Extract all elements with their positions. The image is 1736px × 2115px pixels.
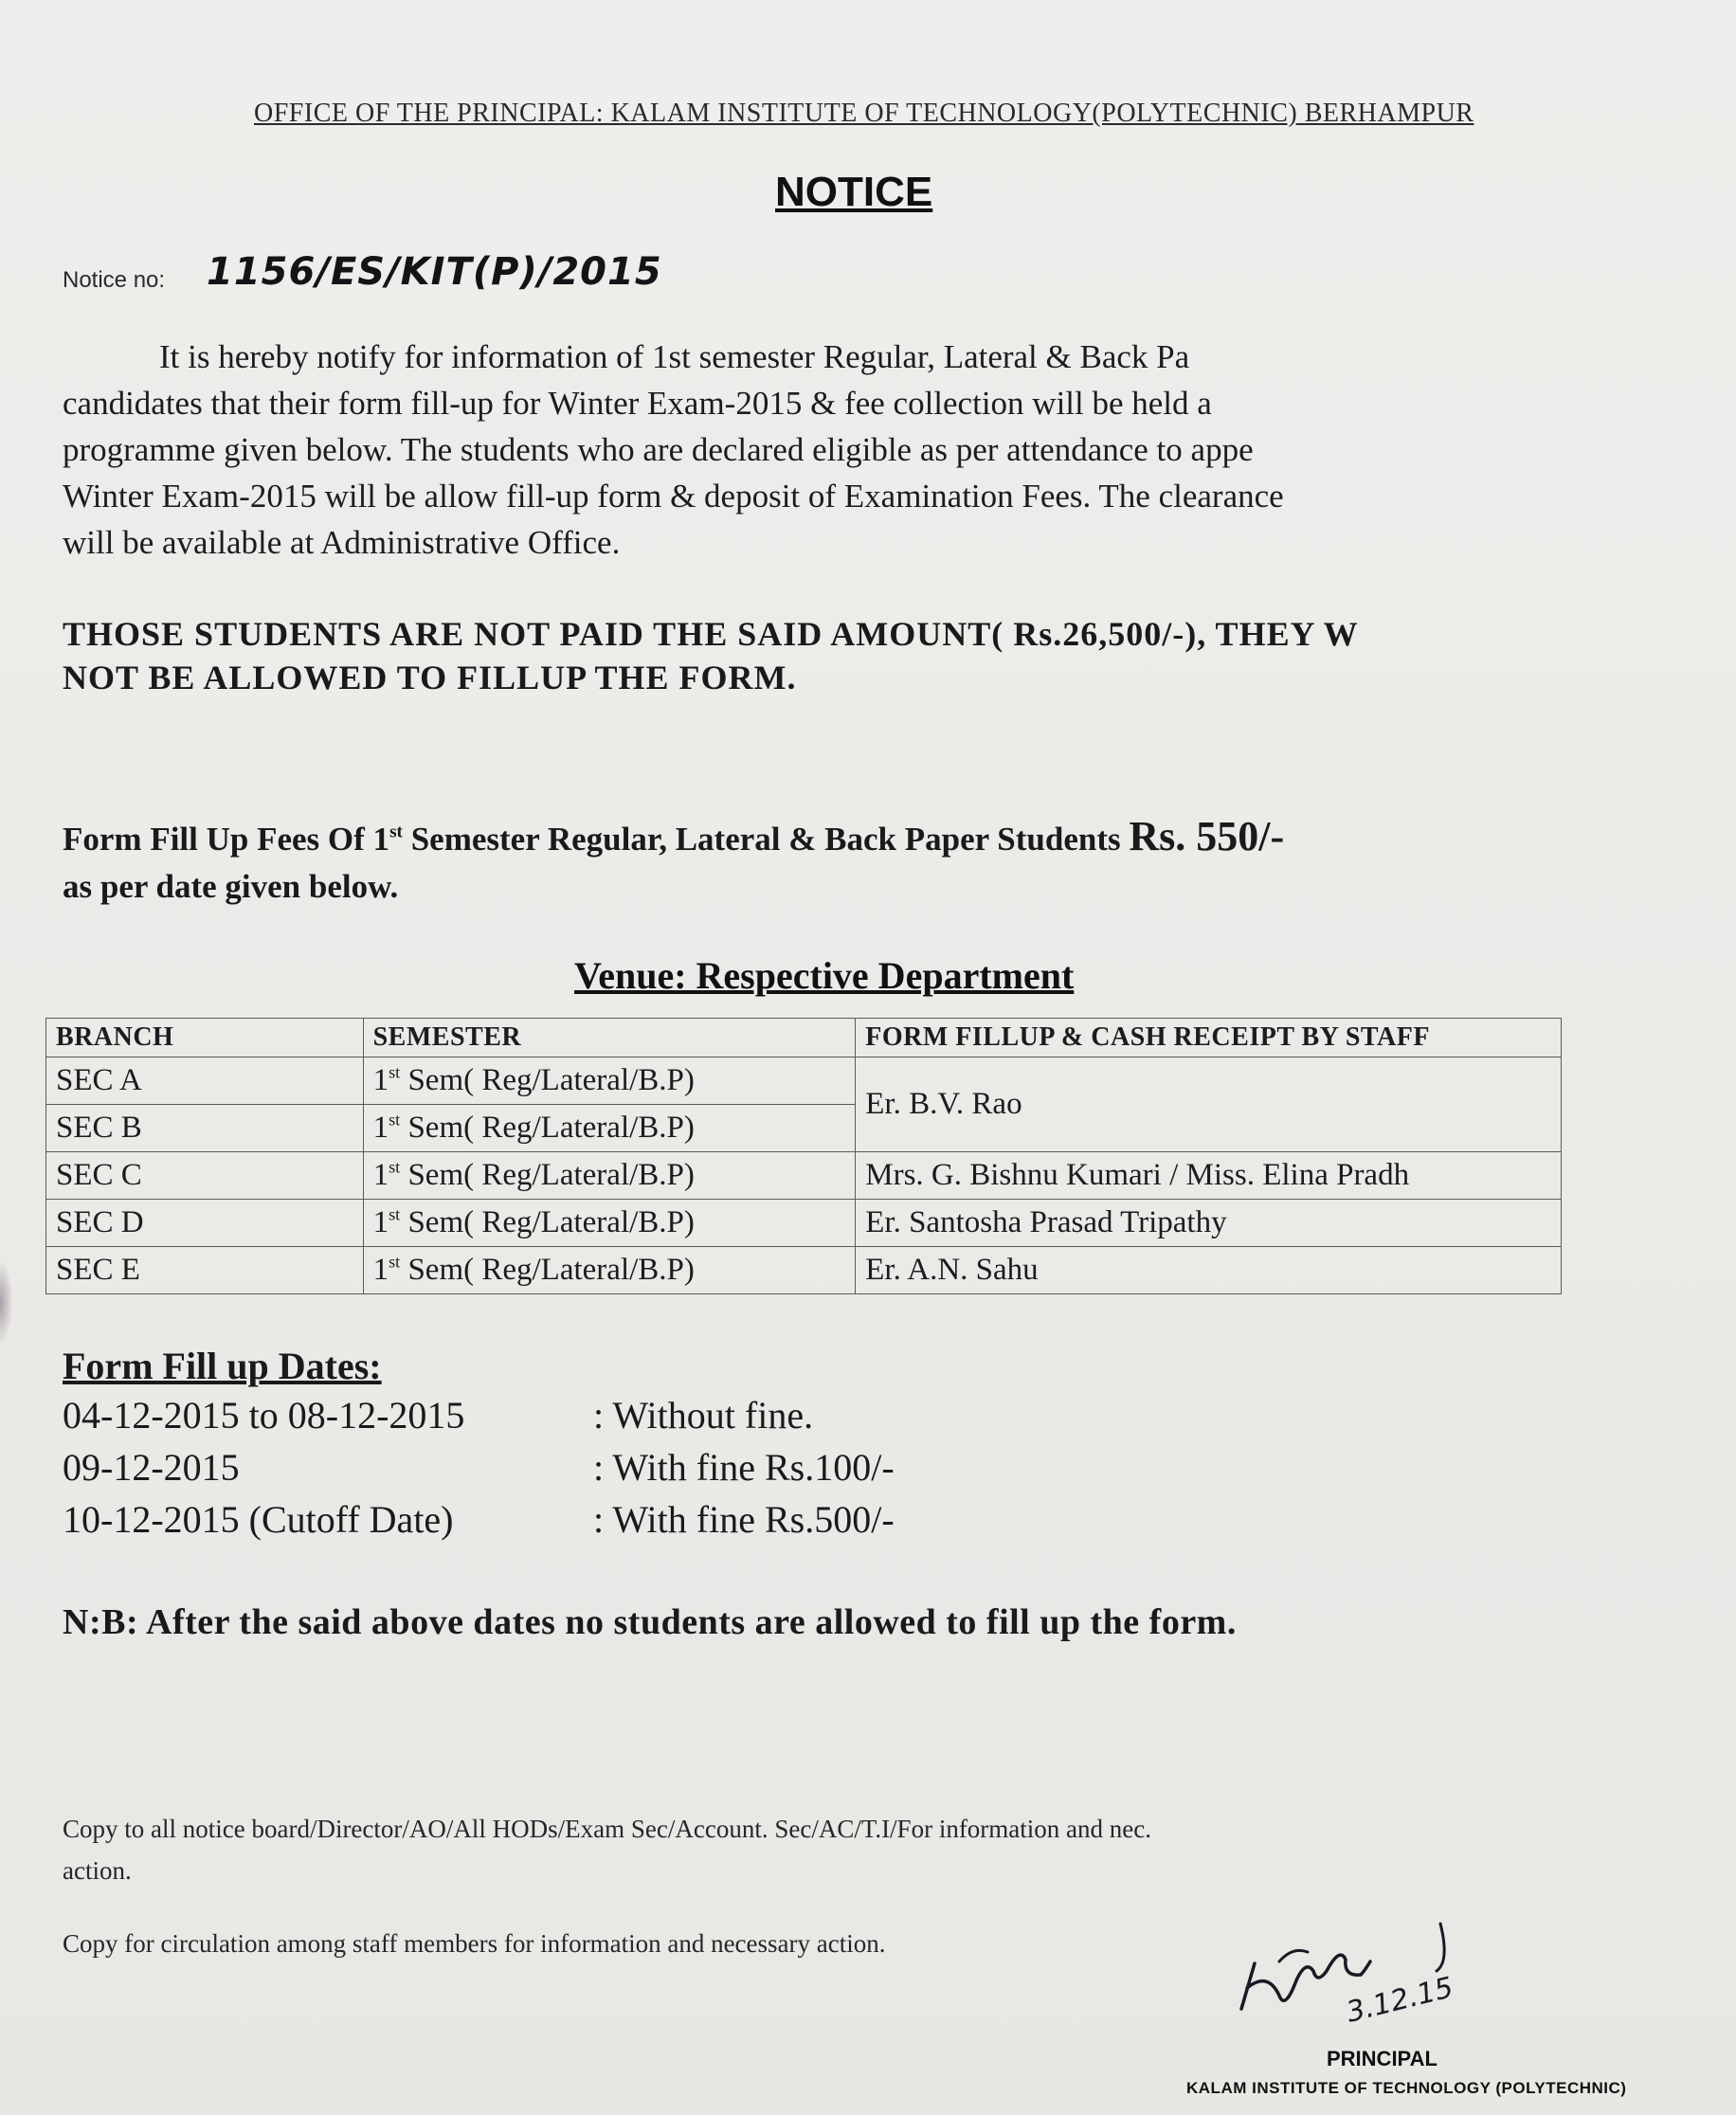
principal-signature — [1222, 1905, 1545, 2037]
fees-statement — [63, 813, 1673, 911]
date-range: 09-12-2015 — [63, 1446, 240, 1489]
date-row — [63, 1389, 1200, 1441]
fees-text: as per date given below. — [63, 868, 399, 905]
office-header: OFFICE OF THE PRINCIPAL: KALAM INSTITUTE OF TECHNOLOGY(POLYTECHNIC) BERHAMPUR — [254, 99, 1474, 128]
paragraph-line: Winter Exam-2015 will be allow fill-up form & deposit of Examination Fees. The clearance — [63, 478, 1284, 515]
table-header-row — [46, 1019, 1562, 1058]
fees-text: Form Fill Up Fees Of 1 — [63, 821, 390, 858]
semester-cell: 1st Sem( Reg/Lateral/B.P) — [363, 1200, 856, 1247]
signature-date: 3.12.15 — [1343, 1971, 1457, 2030]
branch-cell: SEC B — [46, 1105, 364, 1152]
paragraph-line: programme given below. The students who are declared eligible as per attendance to appe — [63, 431, 1254, 468]
date-range: 10-12-2015 (Cutoff Date) — [63, 1498, 454, 1541]
date-row — [63, 1441, 1200, 1493]
warning-line: THOSE STUDENTS ARE NOT PAID THE SAID AMOUNT( Rs.26,500/-), THEY W — [63, 615, 1359, 653]
payment-warning — [63, 612, 1598, 699]
scan-smudge — [0, 1260, 13, 1346]
page-title: NOTICE — [775, 169, 933, 215]
copy-circulation-note: Copy for circulation among staff members for information and necessary action. — [63, 1929, 886, 1958]
staff-cell: Er. B.V. Rao — [856, 1058, 1562, 1152]
dates-heading: Form Fill up Dates: — [63, 1345, 382, 1387]
table-row — [46, 1247, 1562, 1294]
warning-line: NOT BE ALLOWED TO FILLUP THE FORM. — [63, 659, 797, 696]
fees-text: Semester Regular, Lateral & Back Paper Students — [402, 821, 1130, 858]
column-header-staff: FORM FILLUP & CASH RECEIPT BY STAFF — [856, 1019, 1562, 1058]
date-row — [63, 1493, 1200, 1546]
date-note: : Without fine. — [593, 1394, 814, 1437]
principal-institute: KALAM INSTITUTE OF TECHNOLOGY (POLYTECHNIC) — [1186, 2079, 1627, 2097]
paragraph-line: candidates that their form fill-up for Winter Exam-2015 & fee collection will be held a — [63, 385, 1212, 422]
semester-cell: 1st Sem( Reg/Lateral/B.P) — [363, 1105, 856, 1152]
copy-to-note: Copy to all notice board/Director/AO/All HODs/Exam Sec/Account. Sec/AC/T.I/For information and nec. action. — [63, 1815, 1151, 1885]
date-note: : With fine Rs.100/- — [593, 1446, 895, 1489]
branch-cell: SEC A — [46, 1058, 364, 1105]
staff-cell: Mrs. G. Bishnu Kumari / Miss. Elina Pradh — [856, 1152, 1562, 1200]
date-note: : With fine Rs.500/- — [593, 1498, 895, 1541]
column-header-semester: SEMESTER — [363, 1019, 856, 1058]
schedule-table — [45, 1018, 1562, 1294]
semester-cell: 1st Sem( Reg/Lateral/B.P) — [363, 1247, 856, 1294]
staff-cell: Er. A.N. Sahu — [856, 1247, 1562, 1294]
table-row — [46, 1200, 1562, 1247]
paragraph-line: It is hereby notify for information of 1st semester Regular, Lateral & Back Pa — [159, 338, 1190, 375]
staff-cell: Er. Santosha Prasad Tripathy — [856, 1200, 1562, 1247]
column-header-branch: BRANCH — [46, 1019, 364, 1058]
semester-cell: 1st Sem( Reg/Lateral/B.P) — [363, 1058, 856, 1105]
nb-note: N:B: After the said above dates no students are allowed to fill up the form. — [63, 1602, 1237, 1642]
fees-amount: Rs. 550/- — [1129, 813, 1285, 859]
principal-title: PRINCIPAL — [1327, 2047, 1438, 2070]
fees-superscript: st — [389, 822, 403, 842]
branch-cell: SEC E — [46, 1247, 364, 1294]
notice-number-value: 1156/ES/KIT(P)/2015 — [207, 250, 662, 294]
dates-list — [63, 1389, 1200, 1546]
notice-paragraph — [63, 334, 1598, 566]
date-range: 04-12-2015 to 08-12-2015 — [63, 1394, 465, 1437]
semester-cell: 1st Sem( Reg/Lateral/B.P) — [363, 1152, 856, 1200]
branch-cell: SEC C — [46, 1152, 364, 1200]
branch-cell: SEC D — [46, 1200, 364, 1247]
notice-number-label: Notice no: — [63, 267, 166, 293]
table-row — [46, 1058, 1562, 1105]
venue-heading: Venue: Respective Department — [574, 954, 1075, 997]
paragraph-line: will be available at Administrative Office. — [63, 524, 621, 561]
table-row — [46, 1152, 1562, 1200]
